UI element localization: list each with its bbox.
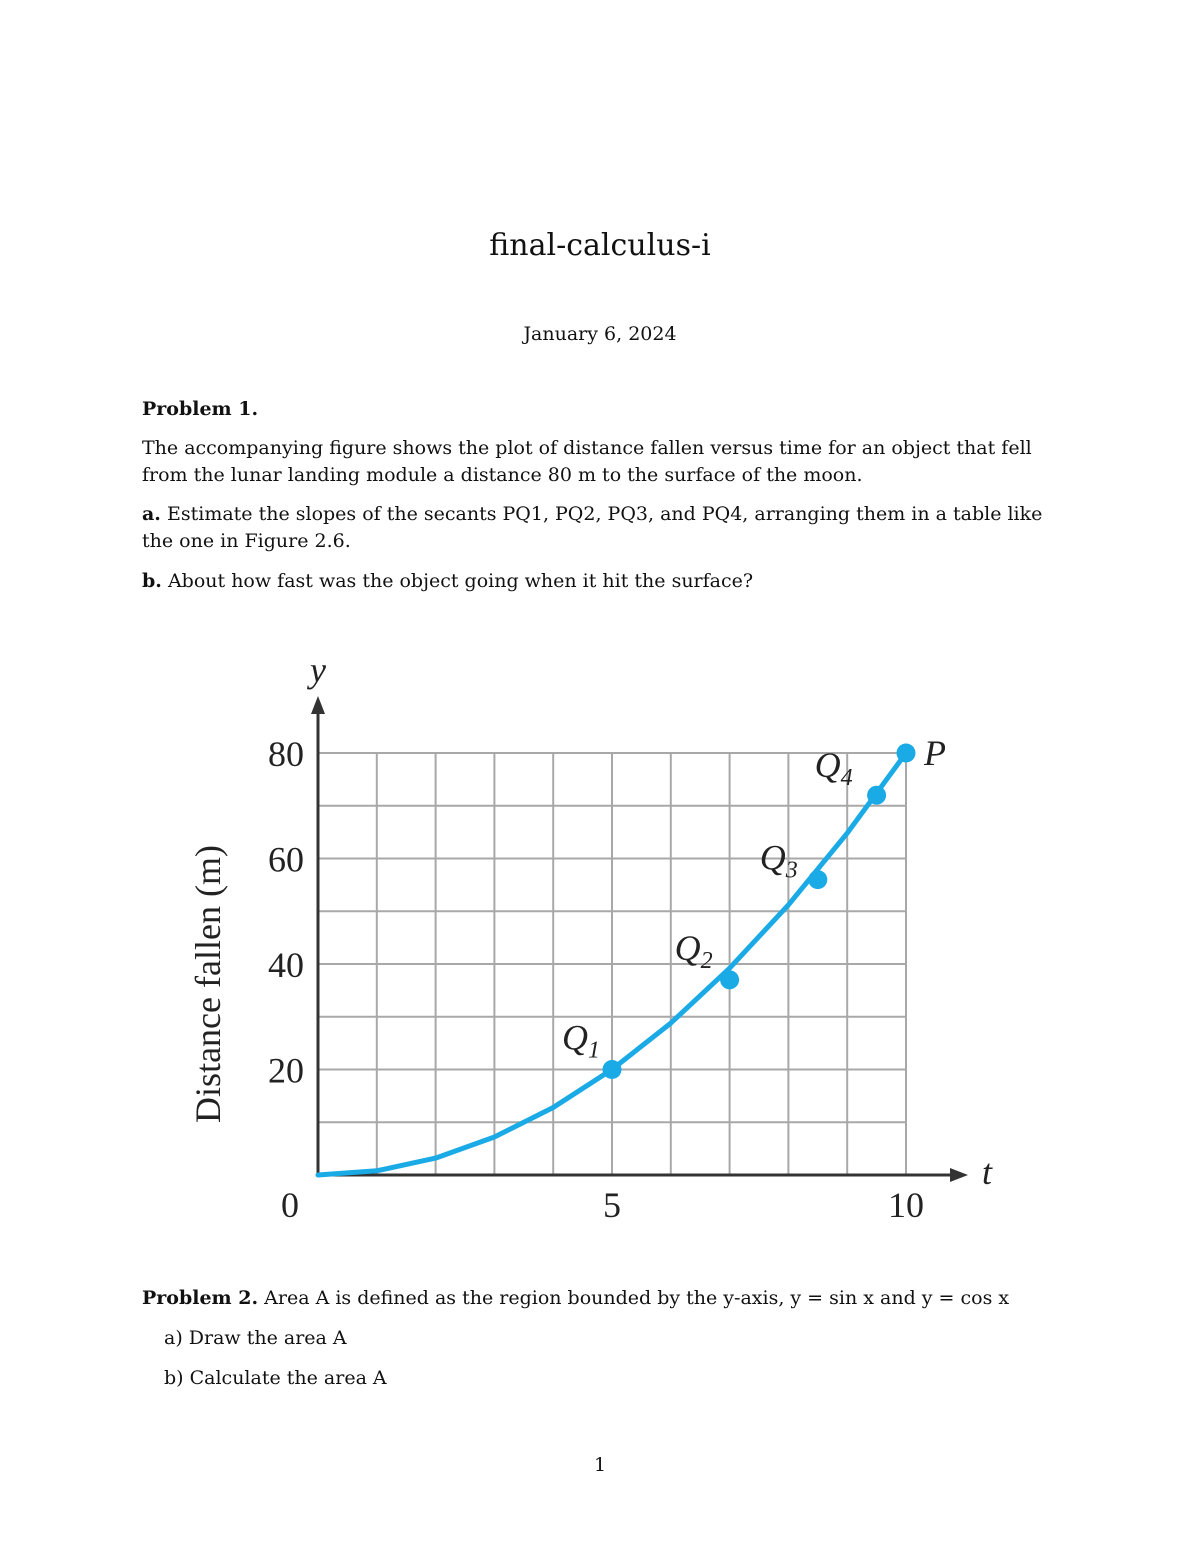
chart-axes: [311, 696, 968, 1182]
point-label-q2: $Q_2$: [674, 927, 713, 974]
part-b-label: b.: [142, 570, 162, 592]
point-q4: [867, 786, 886, 805]
point-q3: [808, 870, 827, 889]
y-tick-label: 60: [268, 839, 304, 880]
chart-labels: [188, 650, 993, 1225]
part-b-text: About how fast was the object going when it hit the surface?: [167, 570, 754, 592]
part-a-label: a.: [142, 503, 161, 525]
problem1-part-b: [142, 568, 1062, 595]
part-a-text: Estimate the slopes of the secants PQ1, PQ2, PQ3, and PQ4, arranging them in a table like the one in Figure 2.6.: [142, 503, 1043, 552]
point-label-q4: $Q_4$: [814, 745, 853, 792]
x-axis-arrow: [950, 1168, 968, 1182]
distance-fallen-chart: [180, 650, 1000, 1230]
x-tick-label: 10: [888, 1185, 924, 1225]
page-number: 1: [593, 1454, 607, 1476]
problem1-part-a: [142, 501, 1062, 555]
y-tick-label: 80: [268, 734, 304, 774]
problem2-part-b: b) Calculate the area A: [164, 1367, 387, 1389]
problem1-body: The accompanying figure shows the plot of distance fallen versus time for an object that fell from the lunar landing module a distance 80 m to the surface of the moon.: [142, 437, 1032, 486]
y-axis-letter: y: [310, 650, 326, 690]
point-label-subscript: 2: [700, 947, 713, 974]
chart-grid: [318, 753, 906, 1175]
point-label-q1: $Q_1$: [562, 1017, 600, 1064]
problem2-part-a: a) Draw the area A: [164, 1327, 347, 1349]
x-tick-label: 5: [603, 1185, 621, 1225]
x-tick-label: 0: [281, 1185, 299, 1225]
y-tick-label: 40: [268, 945, 304, 985]
y-axis-title: Distance fallen (m): [188, 845, 228, 1123]
point-label-q3: $Q_3$: [759, 837, 798, 884]
point-p: [897, 744, 916, 763]
problem2-heading: Problem 2.: [142, 1287, 259, 1309]
point-label-p: P: [924, 733, 946, 773]
y-axis-arrow: [311, 696, 325, 714]
x-axis-title: t: [982, 1152, 993, 1192]
problem1-heading: Problem 1.: [142, 398, 259, 420]
point-q1: [603, 1060, 622, 1079]
problem2-text: Area A is defined as the region bounded by the y-axis, y = sin x and y = cos x: [264, 1287, 1010, 1309]
point-label-subscript: 4: [840, 765, 853, 792]
document-date: January 6, 2024: [523, 323, 677, 345]
point-label-subscript: 3: [785, 857, 798, 884]
y-tick-label: 20: [268, 1050, 304, 1091]
point-label-subscript: 1: [588, 1037, 600, 1064]
point-q2: [720, 970, 739, 989]
problem2-statement: [142, 1285, 1062, 1312]
document-title: final-calculus-i: [489, 228, 711, 263]
